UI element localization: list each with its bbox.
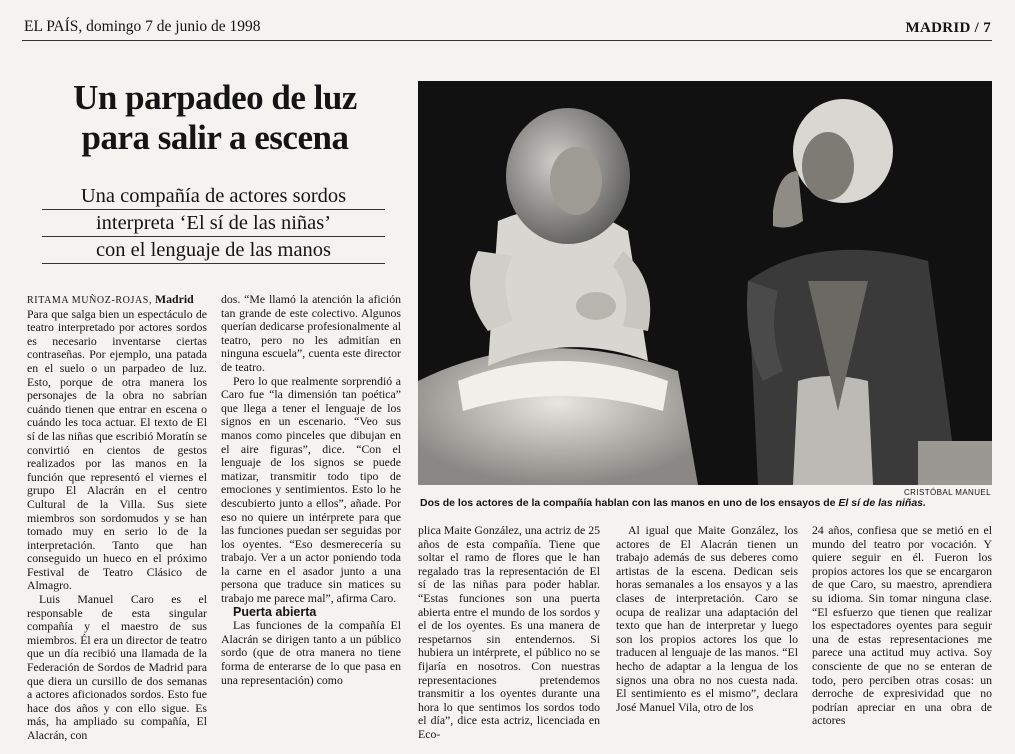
subhead-line: Una compañía de actores sordos (42, 184, 385, 210)
article-column-3 (418, 524, 600, 742)
caption-text: Dos de los actores de la compañía hablan con las manos en uno de los ensayos de (420, 497, 836, 509)
byline-place: Madrid (155, 292, 194, 306)
subhead-line: interpreta ‘El sí de las niñas’ (42, 211, 385, 237)
article-column-5 (812, 524, 992, 728)
byline-author: RITAMA MUÑOZ-ROJAS, (27, 295, 153, 306)
paragraph: Al igual que Maite González, los actores de El Alacrán tienen un trabajo además de sus deberes como artistas de la escena. Dedican seis horas semanales a los ensayos y a las clases de interpretación. Caro se ocupa de realizar una adaptación del texto que han de interpretar y luego son los propios actores los que lo traducen al lenguaje de las manos. “El hecho de adaptar a la lengua de los signos una obra no nos cuesta nada. El sentimiento es el mismo”, declara José Manuel Vila, otro de los (616, 523, 798, 714)
article-subhead (42, 184, 385, 265)
newspaper-dateline: EL PAÍS, domingo 7 de junio de 1998 (24, 18, 261, 35)
section-heading: Puerta abierta (233, 604, 317, 619)
paragraph: Las funciones de la compañía El Alacrán se dirigen tanto a un público sordo (que de otra manera no tiene forma de enterarse de lo que pasa en una representación) como (221, 618, 401, 687)
article-column-2 (221, 293, 401, 687)
paragraph: Luis Manuel Caro es el responsable de esta singular compañía y el maestro de sus miembros. Él era un director de teatro que un día recibió una llamada de la Federación de Sordos de Madrid para que diera un cursillo de dos semanas a actores aficionados sordos. Esto fue hace dos años y con ello sigue. Es más, ha ampliado su compañía, El Alacrán, con (27, 592, 207, 742)
paragraph: 24 años, confiesa que se metió en el mundo del teatro por vocación. Y quiere seguir en él. Fueron los propios actores los que se encargaron de que Caro, su maestro, aprendiera su idioma. Sin tomar ninguna clase. “El esfuerzo que tienen que realizar los espectadores oyentes para seguir una de estas representaciones me parece una actitud muy activa. Soy consciente de que no se enteran de todo, pero perciben otras cosas: un derroche de expresividad que no podrían apreciar en una obra de actores (812, 523, 992, 728)
subhead-line: con el lenguaje de las manos (42, 238, 385, 264)
section-page-label: MADRID / 7 (905, 20, 991, 36)
paragraph: dos. “Me llamó la atención la afición tan grande de este colectivo. Algunos querían dedicarse profesionalmente al teatro, pero no les admitían en ninguna escuela”, cuenta este director de teatro. (221, 292, 401, 374)
caption-title: El sí de las niñas. (838, 497, 926, 509)
paragraph: Para que salga bien un espectáculo de teatro interpretado por actores sordos es necesario inventarse ciertas contraseñas. Por ejemplo, una patada en el suelo o un parpadeo de luz. Esto, porque de otra manera los personajes de la obra no sabrían cuándo tienen que entrar en escena o cuándo les toca actuar. El texto de El sí de las niñas que escribió Moratín se convirtió en cientos de gestos realizados por las manos en la función que representó el viernes el grupo El Alacrán en el centro Cultural de la Villa. Sus siete miembros son sordomudos y se han tomado muy en serio lo de la interpretación. Tanto que han conseguido un hueco en el próximo Festival de Teatro Clásico de Almagro. (27, 306, 207, 593)
header-rule (22, 40, 992, 41)
article-headline: Un parpadeo de luz para salir a escena (73, 78, 357, 157)
article-photo (418, 81, 992, 485)
photo-caption (420, 497, 926, 509)
paragraph: Pero lo que realmente sorprendió a Caro fue “la dimensión tan poética” que llega a tener el lenguaje de los signos en un escenario. “Veo sus manos como pinceles que dibujan en el aire figuras”, dice. “Con el lenguaje de los signos se puede matizar, transmitir todo tipo de emociones y sentimientos. Esto lo he descubierto junto a ellos”, añade. Por eso no quiere un intérprete para que las funciones puedan ser seguidas por los oyentes. “Eso desmerecería su trabajo. Ver a un actor poniendo toda la carne en el asador junto a una persona que traduce sin matices su trabajo me parece mal”, afirma Caro. (221, 373, 401, 606)
article-column-1 (27, 293, 207, 743)
photo-illustration (418, 81, 992, 485)
byline (27, 293, 207, 308)
article-column-4 (616, 524, 798, 714)
paragraph: plica Maite González, una actriz de 25 años de esta compañía. Tiene que soltar el ramo de flores que le han regalado tras la representación de El sí de las niñas para poder hablar. “Estas funciones son una puerta abierta entre el mundo de los sordos y el de los oyentes. Es una manera de respetarnos sin entendernos. Si hubiera un intérprete, el público no se fijaría en nosotros. Con nuestras representaciones pretendemos transmitir a los oyentes durante una hora lo que sentimos los sordos todo el día”, dice esta actriz, licenciada en Eco- (418, 523, 600, 741)
photo-credit: CRISTÓBAL MANUEL (903, 488, 991, 497)
